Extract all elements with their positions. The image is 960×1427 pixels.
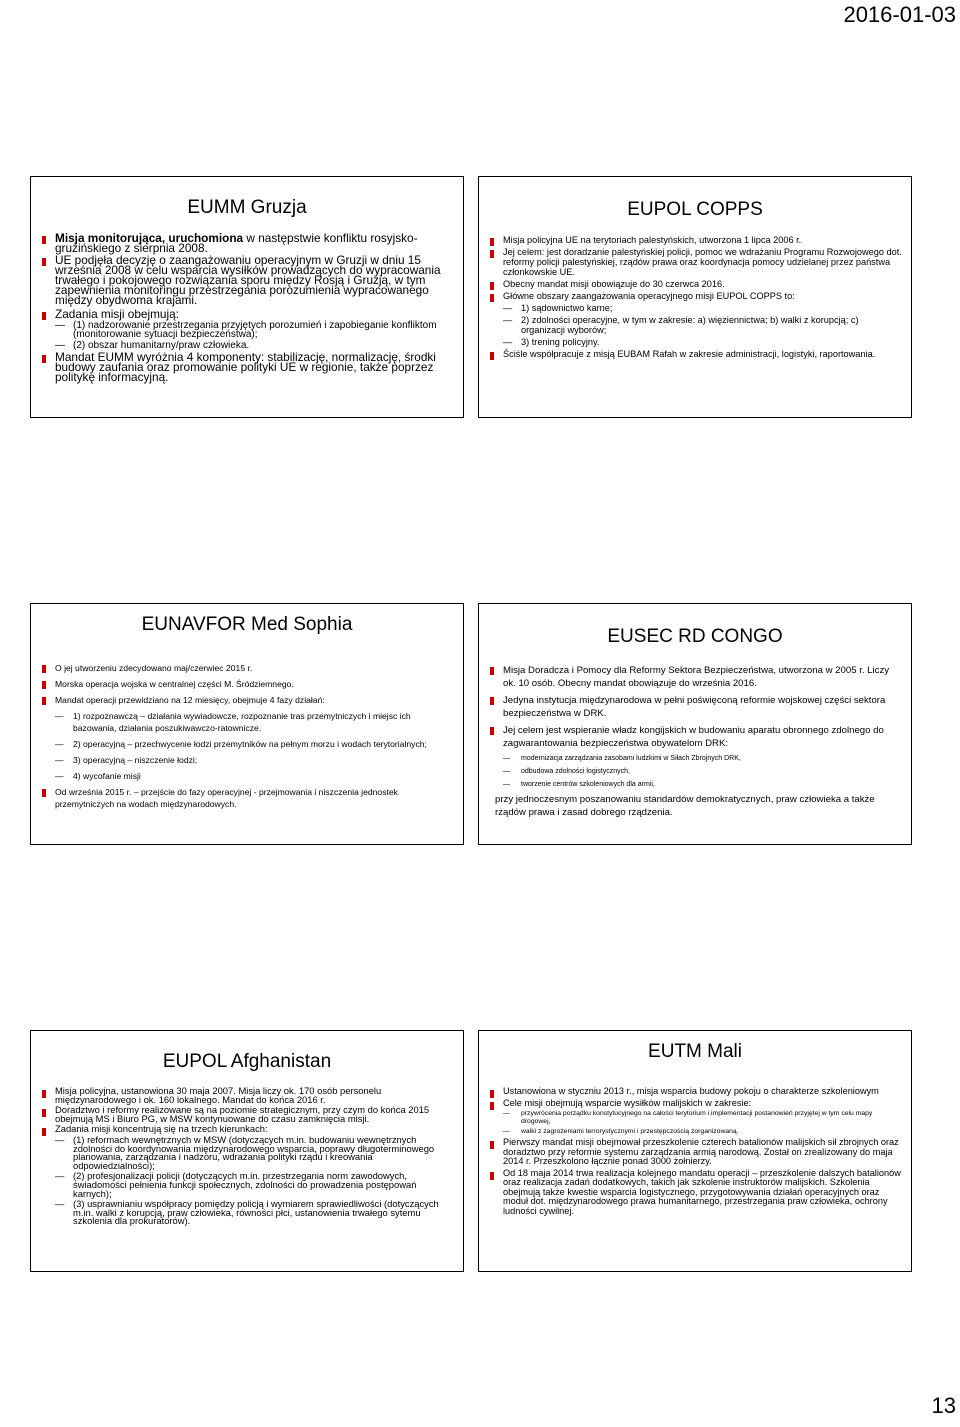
slide-title: EUSEC RD CONGO: [607, 626, 783, 647]
slide-eupol-copps: [478, 176, 912, 418]
bullet-item: Mandat operacji przewidziano na 12 miesięcy, obejmuje 4 fazy działań:: [39, 694, 455, 706]
slide-content: [487, 664, 903, 821]
bullet-item: Zadania misji obejmują:: [39, 309, 455, 319]
bullet-item: Misja Doradcza i Pomocy dla Reformy Sektora Bezpieczeństwa, utworzona w 2005 r. Liczy ok. 10 osób. Obecny mandat obowiązuje do września 2016.: [487, 664, 903, 690]
sub-item: — odbudowa zdolności logistycznych,: [487, 767, 903, 776]
sub-item: — modernizacja zarządzania zasobami ludzkimi w Siłach Zbrojnych DRK,: [487, 754, 903, 763]
sub-item: — 1) rozpoznawczą – działania wywiadowcze, rozpoznanie tras przemytniczych i miejsc ich bazowania, działania poszukiwawczo-ratownicze.: [39, 710, 455, 734]
bullet-item: Jedyna instytucja międzynarodowa w pełni poświęconą reformie wojskowej części sektora bezpieczeństwa w DRK.: [487, 694, 903, 720]
sub-item: — 3) trening policyjny.: [487, 337, 903, 347]
sub-item: — 2) zdolności operacyjne, w tym w zakresie: a) więziennictwa; b) walki z korupcją; c) organizacji wyborów;: [487, 315, 903, 335]
bullet-item: Ściśle współpracuje z misją EUBAM Rafah w zakresie administracji, logistyki, raportowania.: [487, 349, 903, 359]
slide-content: [39, 662, 455, 814]
slide-title: EUPOL Afghanistan: [162, 1051, 332, 1072]
bullet-item: Obecny mandat misji obowiązuje do 30 czerwca 2016.: [487, 279, 903, 289]
bullet-item: [39, 233, 455, 253]
slide-eusec-rd-congo: [478, 603, 912, 845]
bullet-item: UE podjęła decyzję o zaangażowaniu operacyjnym w Gruzji w dniu 15 września 2008 w celu wsparcia wysiłków prowadzących do wypracowania trwałego i pokojowego rozwiązania sporu między Rosją i Gruzją, w tym zapewnienia monitoringu przestrzegania porozumienia wypracowanego między obydwoma krajami.: [39, 255, 455, 305]
bullet-item: Misja policyjna, ustanowiona 30 maja 2007. Misja liczy ok. 170 osób personelu międzynarodowego i ok. 160 lokalnego. Mandat do końca 2016 r.: [39, 1087, 455, 1104]
slide-content: [39, 1087, 455, 1228]
bullet-item: Pierwszy mandat misji obejmował przeszkolenie czterech batalionów malijskich sił zbrojnych oraz doradztwo przy reformie systemu zarządzania armią narodową. Został on zrealizowany do maja 2014 r. Przeszkolono łącznie ponad 3000 żołnierzy.: [487, 1138, 903, 1167]
sub-item: — (3) usprawnianiu współpracy pomiędzy policją i wymiarem sprawiedliwości (dotyczących m.in. walki z korupcją, praw człowieka, równości płci, ustanowienia trwałego sytemu szkolenia dla prokuratorów).: [39, 1200, 455, 1226]
bullet-item: Główne obszary zaangażowania operacyjnego misji EUPOL COPPS to:: [487, 291, 903, 301]
sub-item: — (2) profesjonalizacji policji (dotyczących m.in. przestrzegania norm zawodowych, świadomości pełnienia funkcji społecznych, zdolności do prowadzenia postępowań karnych);: [39, 1172, 455, 1198]
page-number: 13: [931, 1393, 956, 1418]
slide-eunavfor-med-sophia: [30, 603, 464, 845]
sub-item: — (1) nadzorowanie przestrzegania przyjętych porozumień i zapobieganie konfliktom (monitorowanie sytuacji bezpieczeństwa);: [39, 321, 455, 339]
sub-item: — 3) operacyjną – niszczenie łodzi;: [39, 754, 455, 766]
bullet-item: Morska operacja wojska w centralnej części M. Śródziemnego.: [39, 678, 455, 690]
bullet-item: Jej celem: jest doradzanie palestyńskiej policji, pomoc we wdrażaniu Programu Rozwojowego dot. reformy policji palestyńskiej, rządów prawa oraz koordynacja pomocy udzielanej przez państwa członkowskie UE.: [487, 247, 903, 277]
bullet-item: Misja policyjna UE na terytoriach palestyńskich, utworzona 1 lipca 2006 r.: [487, 235, 903, 245]
slide-content: [39, 233, 455, 384]
slide-title: EUMM Gruzja: [187, 197, 307, 218]
slide-content: [487, 235, 903, 361]
slide-title: EUNAVFOR Med Sophia: [141, 614, 353, 635]
sub-item: — (1) reformach wewnętrznych w MSW (dotyczących m.in. budowaniu wewnętrznych zdolności do koordynowania międzynarodowego wsparcia, poprawy długoterminowego planowania, zarządzania i nadzoru, wdrażania polityki rządu i kreowania odpowiedzialności);: [39, 1136, 455, 1170]
header-date: 2016-01-03: [843, 2, 956, 27]
bullet-lead-rest: w następstwie konfliktu rosyjsko-gruzińskiego z sierpnia 2008.: [55, 231, 418, 255]
closing-text: przy jednoczesnym poszanowaniu standardów demokratycznych, praw człowieka a także rządów prawa i zasad dobrego rządzenia.: [495, 794, 875, 818]
bullet-lead-bold: Misja monitorująca, uruchomiona: [55, 231, 244, 245]
bullet-item: Doradztwo i reformy realizowane są na poziomie strategicznym, przy czym do końca 2015 obejmują MS i Biuro PG, w MSW kontynuowane do czasu zamknięcia misji.: [39, 1106, 455, 1123]
bullet-item: Od 18 maja 2014 trwa realizacja kolejnego mandatu operacji – przeszkolenie dalszych batalionów oraz realizacja zadań dodatkowych, takich jak szkolenie instruktorów malijskich. Szkolenia obejmują także kwestie wsparcia logistycznego, przygotowywania działań operacyjnych oraz moduł dot. międzynarodowego prawa humanitarnego, przestrzegania praw człowieka, ochrony ludności cywilnej.: [487, 1169, 903, 1217]
bullet-item: Cele misji obejmują wsparcie wysiłków malijskich w zakresie:: [487, 1099, 903, 1109]
bullet-item: Jej celem jest wspieranie władz kongijskich w budowaniu aparatu obronnego zdolnego do zagwarantowania bezpieczeństwa obywatelom DRK:: [487, 724, 903, 750]
bullet-item: Mandat EUMM wyróżnia 4 komponenty: stabilizację, normalizację, środki budowy zaufania oraz promowanie polityki UE w regionie, także poprzez politykę informacyjną.: [39, 352, 455, 382]
sub-item: — walki z zagrożeniami terrorystycznymi i przestępczością zorganizowaną.: [487, 1128, 903, 1136]
slide-title: EUTM Mali: [648, 1041, 742, 1062]
sub-item: — przywrócenia porządku konstytucyjnego na całości terytorium i implementacji postanowień przyjętej w tym celu mapy drogowej,: [487, 1110, 903, 1126]
bullet-item: O jej utworzeniu zdecydowano maj/czerwiec 2015 r.: [39, 662, 455, 674]
slide-eupol-afghanistan: [30, 1030, 464, 1272]
slide-title: EUPOL COPPS: [627, 199, 763, 220]
bullet-item: Od września 2015 r. – przejście do fazy operacyjnej - przejmowania i niszczenia jednostek przemytniczych na wodach międzynarodowych.: [39, 786, 455, 810]
sub-item: — 1) sądownictwo karne;: [487, 303, 903, 313]
sub-item: — (2) obszar humanitarny/praw człowieka.: [39, 341, 455, 350]
bullet-item: Zadania misji koncentrują się na trzech kierunkach:: [39, 1125, 455, 1134]
sub-item: — 4) wycofanie misji: [39, 770, 455, 782]
slide-eutm-mali: [478, 1030, 912, 1272]
slide-content: [487, 1087, 903, 1218]
bullet-item: Ustanowiona w styczniu 2013 r., misja wsparcia budowy pokoju o charakterze szkoleniowym: [487, 1087, 903, 1097]
sub-item: — 2) operacyjną – przechwycenie łodzi przemytników na pełnym morzu i wodach terytorialnych;: [39, 738, 455, 750]
slide-eumm-gruzja: [30, 176, 464, 418]
sub-item: — tworzenie centrów szkoleniowych dla armii,: [487, 780, 903, 789]
